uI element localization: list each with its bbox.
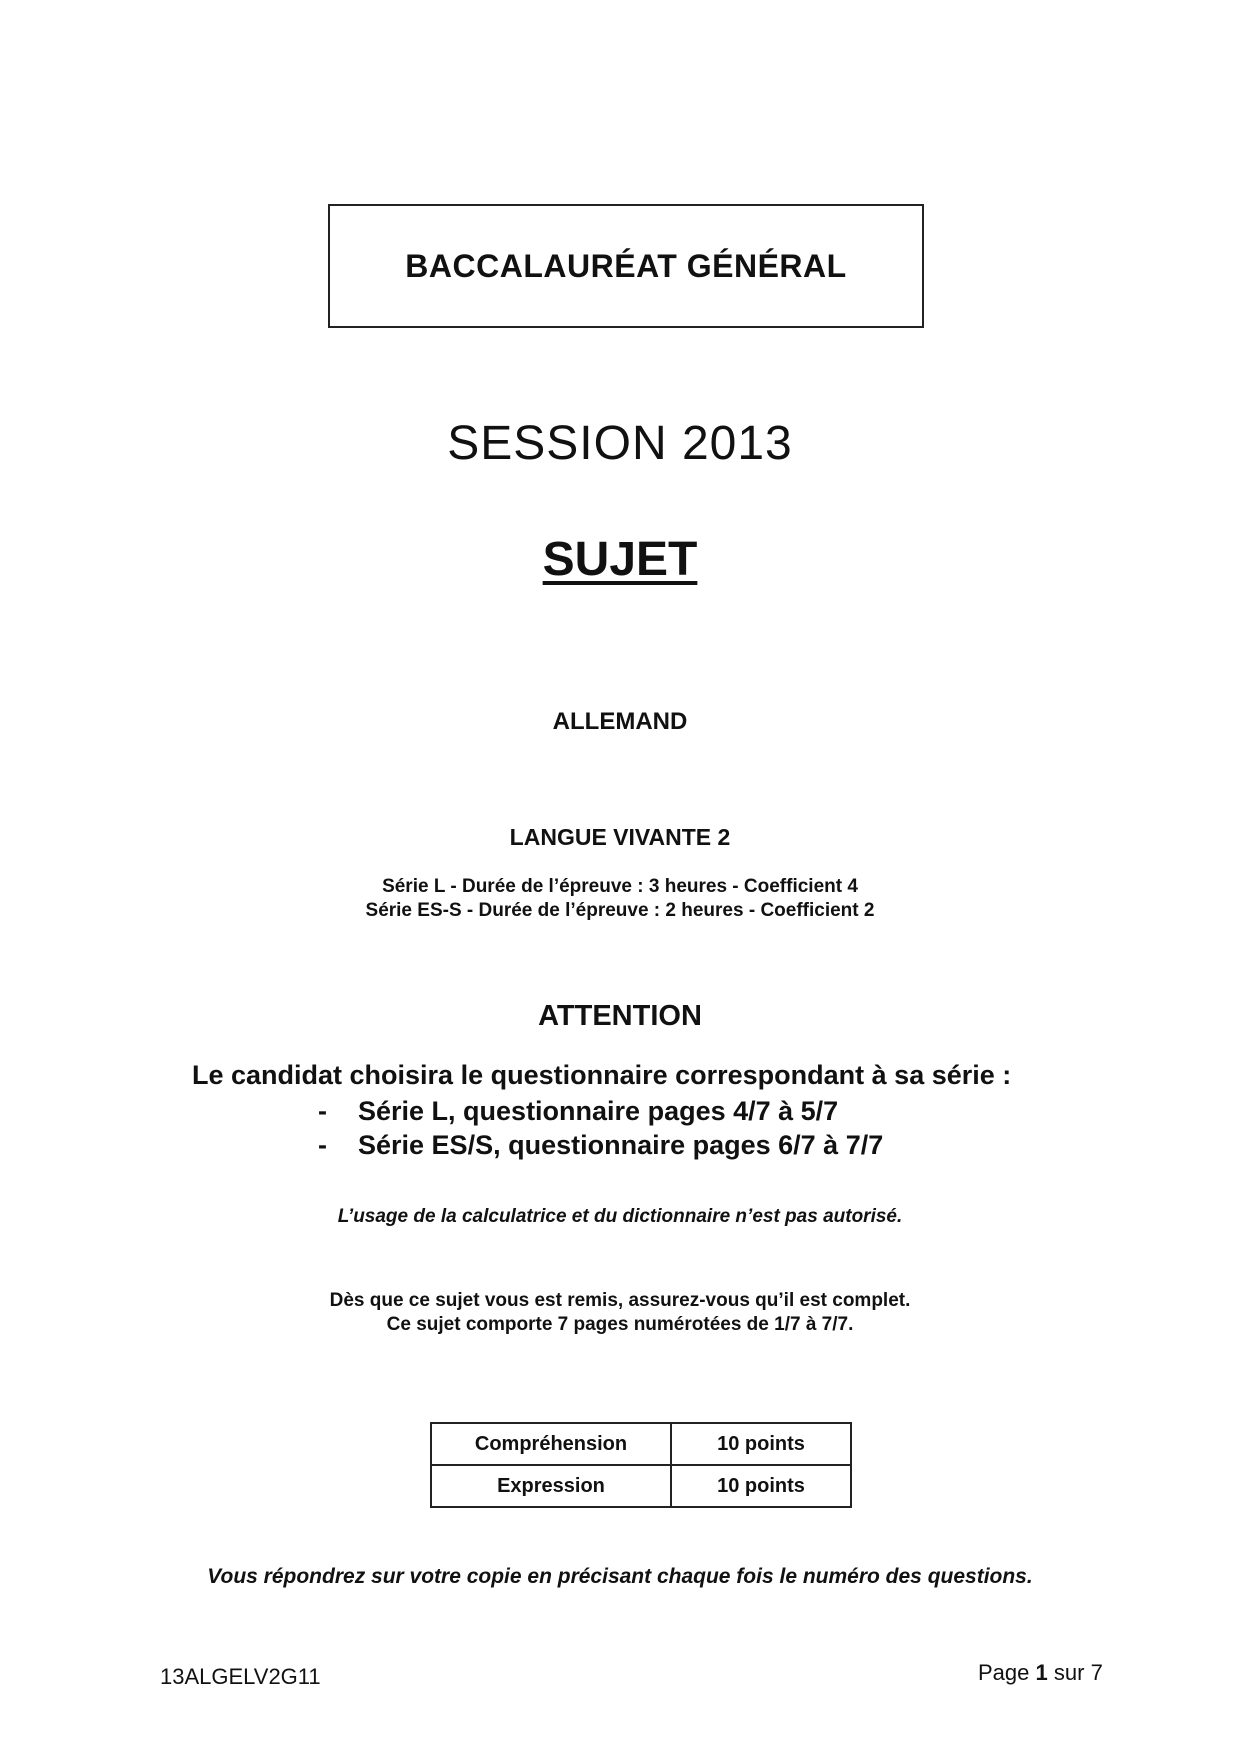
document-code: 13ALGELV2G11 xyxy=(160,1664,321,1689)
subject-name: ALLEMAND xyxy=(552,708,688,735)
series-info-es: Série ES-S - Durée de l’épreuve : 2 heures - Coefficient 2 xyxy=(365,900,875,921)
dash: - xyxy=(318,1130,327,1160)
table-row xyxy=(431,1423,851,1465)
page-current: 1 xyxy=(1035,1660,1048,1685)
attention-item-l-text: Série L, questionnaire pages 4/7 à 5/7 xyxy=(358,1096,839,1126)
calculator-note: L’usage de la calculatrice et du dictionnaire n’est pas autorisé. xyxy=(337,1206,903,1227)
attention-heading: ATTENTION xyxy=(538,1000,702,1032)
page-total: 7 xyxy=(1090,1660,1103,1685)
attention-item-es-text: Série ES/S, questionnaire pages 6/7 à 7/7 xyxy=(358,1130,884,1160)
attention-item-l xyxy=(318,1096,838,1127)
session-title: SESSION 2013 xyxy=(447,417,793,470)
check-line-2: Ce sujet comporte 7 pages numérotées de 1/7 à 7/7. xyxy=(386,1314,854,1335)
points-label: Compréhension xyxy=(431,1423,671,1465)
header-box xyxy=(328,204,924,328)
attention-item-es xyxy=(318,1130,883,1161)
langue-label: LANGUE VIVANTE 2 xyxy=(509,824,731,850)
check-line-1: Dès que ce sujet vous est remis, assurez-vous qu’il est complet. xyxy=(329,1290,911,1311)
points-value: 10 points xyxy=(671,1423,851,1465)
table-row xyxy=(431,1465,851,1507)
dash: - xyxy=(318,1096,327,1126)
points-table xyxy=(430,1422,852,1508)
page-prefix: Page xyxy=(978,1660,1030,1685)
series-info-l: Série L - Durée de l’épreuve : 3 heures - Coefficient 4 xyxy=(382,876,858,897)
attention-intro: Le candidat choisira le questionnaire correspondant à sa série : xyxy=(192,1060,1012,1090)
points-value: 10 points xyxy=(671,1465,851,1507)
page-number xyxy=(978,1660,1103,1686)
points-label: Expression xyxy=(431,1465,671,1507)
page-middle: sur xyxy=(1053,1660,1085,1685)
sujet-heading: SUJET xyxy=(542,533,698,586)
answer-instruction: Vous répondrez sur votre copie en précisant chaque fois le numéro des questions. xyxy=(207,1565,1033,1588)
exam-title: BACCALAURÉAT GÉNÉRAL xyxy=(405,247,847,284)
